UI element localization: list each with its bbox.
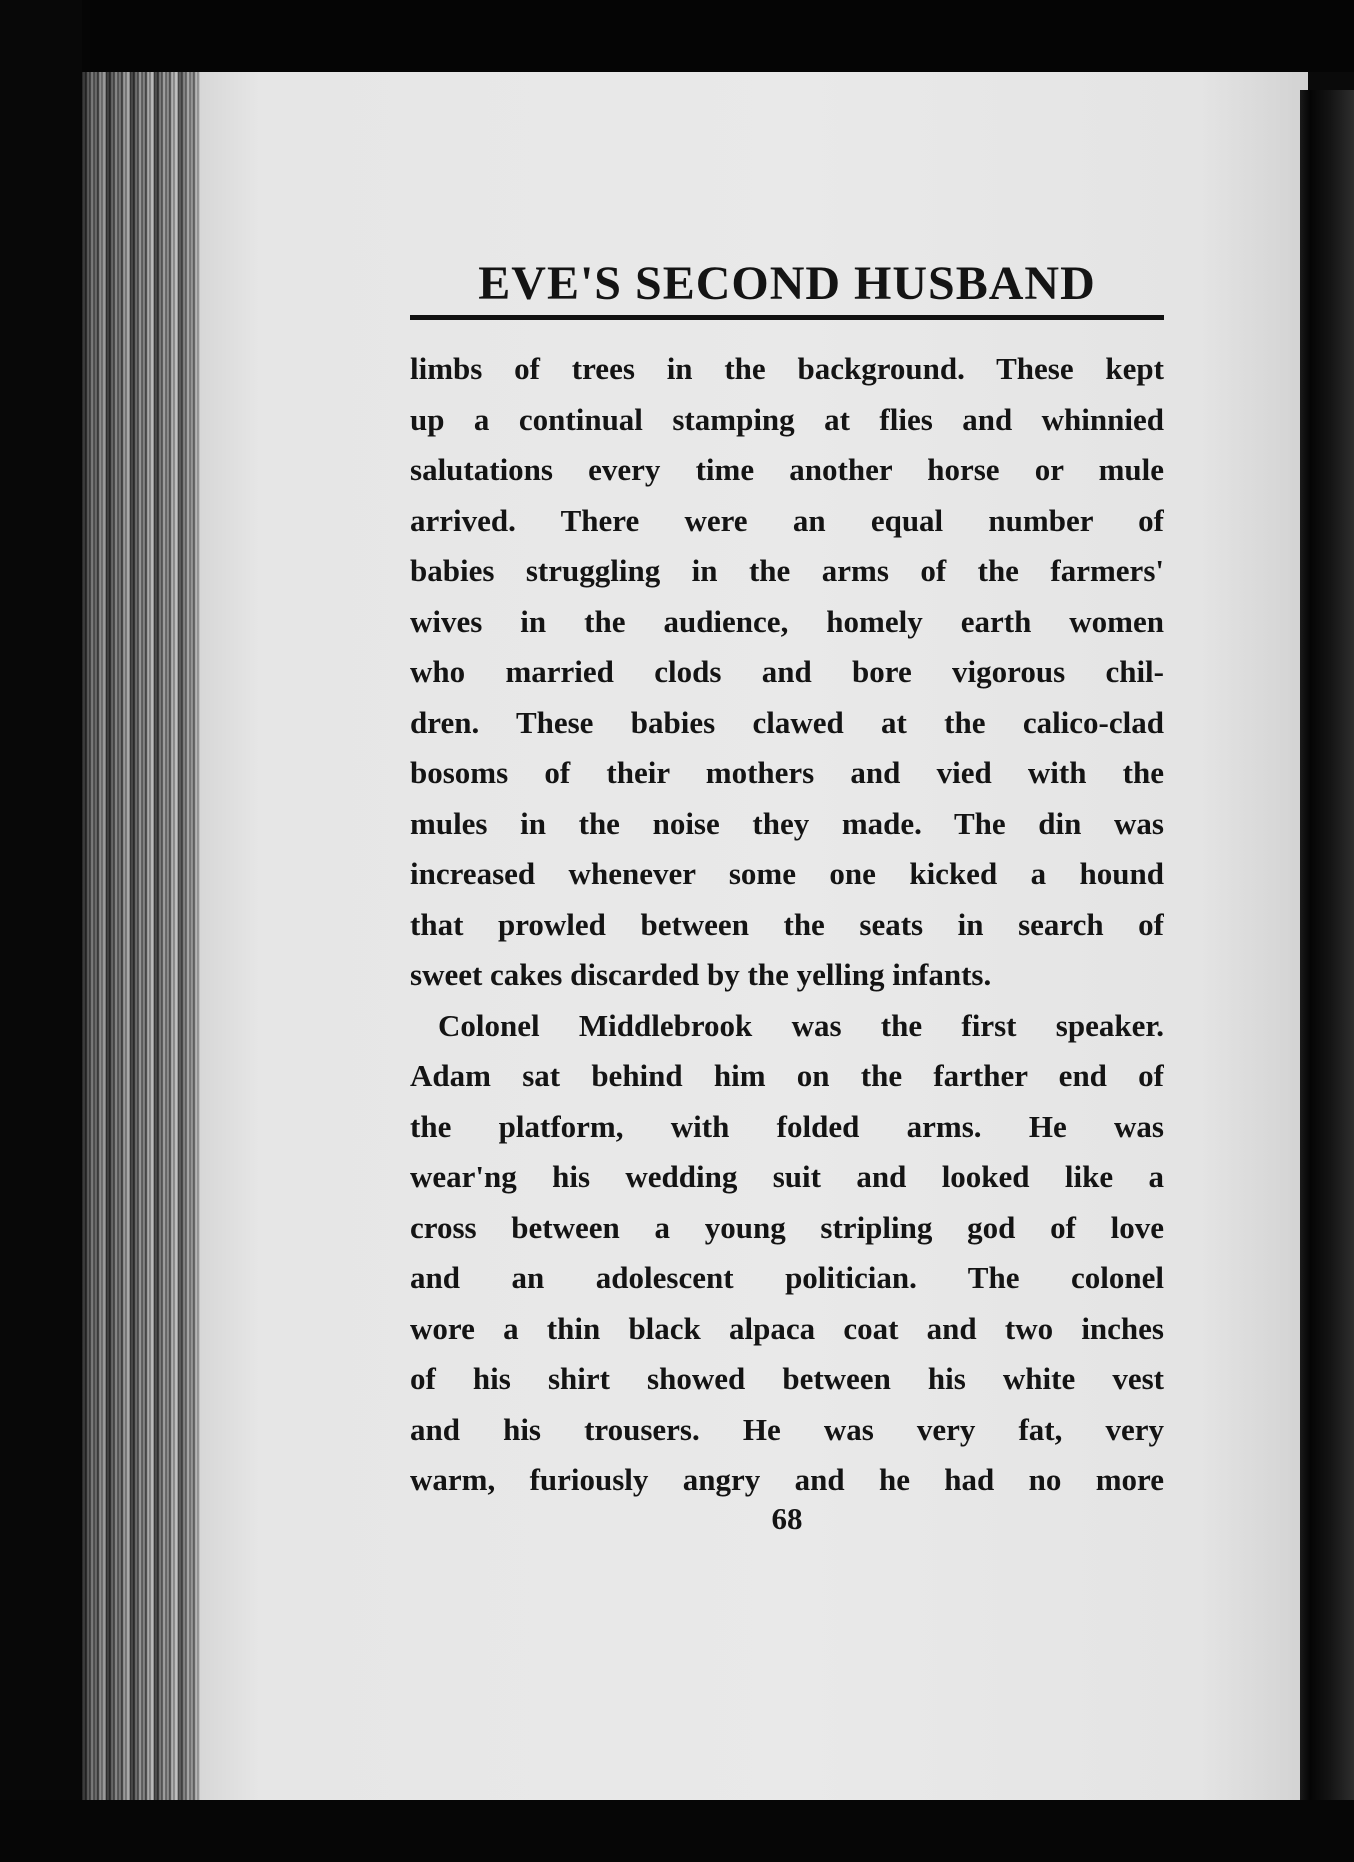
text-line: Adam sat behind him on the farther end of (410, 1058, 1164, 1093)
book-binding-edge (1300, 90, 1354, 1810)
text-line: bosoms of their mothers and vied with the (410, 755, 1164, 790)
text-line: wear'ng his wedding suit and looked like a (410, 1159, 1164, 1194)
running-head: EVE'S SECOND HUSBAND (478, 257, 1096, 310)
text-line: sweet cakes discarded by the yelling infants. (410, 957, 992, 992)
book-page-edges (82, 72, 200, 1812)
header-rule (410, 315, 1164, 320)
text-line: of his shirt showed between his white vest (410, 1361, 1164, 1396)
text-line: limbs of trees in the background. These kept (410, 351, 1164, 386)
text-line: and an adolescent politician. The colonel (410, 1260, 1164, 1295)
text-line: warm, furiously angry and he had no more (410, 1462, 1164, 1497)
text-line: and his trousers. He was very fat, very (410, 1411, 1164, 1447)
text-line: mules in the noise they made. The din was (410, 805, 1164, 841)
text-line: the platform, with folded arms. He was (410, 1108, 1164, 1144)
scan-border-left (0, 0, 82, 1862)
text-line: who married clods and bore vigorous chil- (410, 654, 1164, 689)
text-line: dren. These babies clawed at the calico-clad (410, 704, 1164, 740)
page-number: 68 (771, 1501, 803, 1536)
text-line: Colonel Middlebrook was the first speaker. (438, 1007, 1164, 1043)
scan-border-top (0, 0, 1354, 72)
text-line: wives in the audience, homely earth women (410, 603, 1164, 639)
text-line: babies struggling in the arms of the farmers' (410, 553, 1164, 588)
text-line: that prowled between the seats in search of (410, 906, 1164, 942)
text-line: up a continual stamping at flies and whinnied (410, 401, 1164, 437)
text-line: arrived. There were an equal number of (410, 502, 1164, 538)
scan-border-bottom (0, 1800, 1354, 1862)
text-line: increased whenever some one kicked a hound (410, 856, 1164, 891)
body-text (410, 344, 1164, 1506)
text-line: wore a thin black alpaca coat and two inches (410, 1310, 1164, 1346)
text-line: salutations every time another horse or mule (410, 452, 1164, 487)
text-line: cross between a young stripling god of love (410, 1209, 1164, 1245)
